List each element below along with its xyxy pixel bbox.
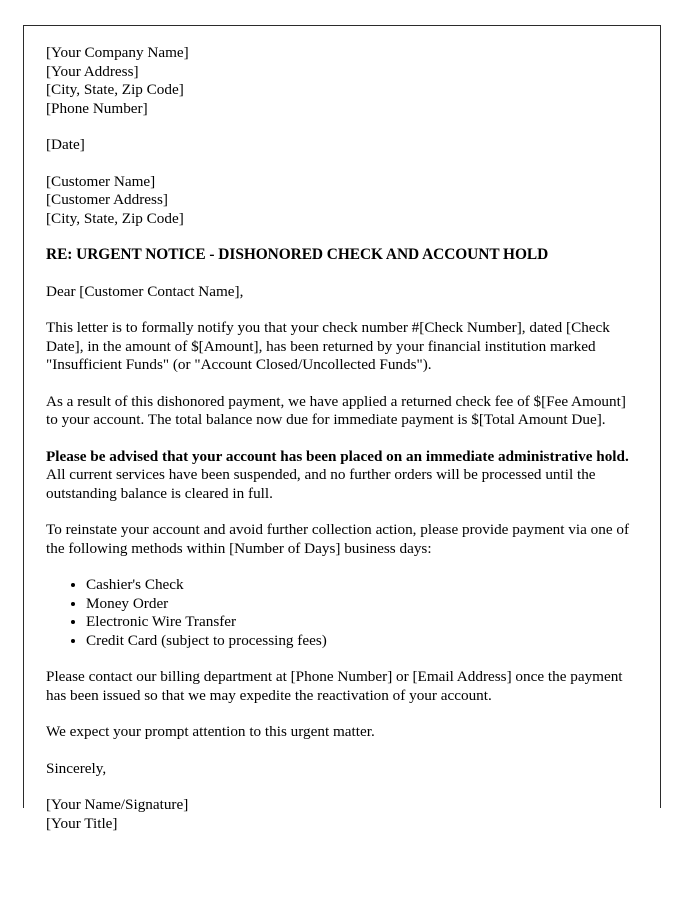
list-item: • Money Order <box>86 595 630 614</box>
list-item: • Cashier's Check <box>86 576 630 595</box>
letter-body <box>46 44 630 833</box>
sender-company-name: [Your Company Name] <box>46 44 189 61</box>
sender-phone-number: [Phone Number] <box>46 99 148 117</box>
closing-salutation: Sincerely, <box>46 759 107 777</box>
signature-title: [Your Title] <box>46 814 118 832</box>
paragraph-dishonored-check: This letter is to formally notify you that your check number #[Check Number], dated [Check Date], in the amount of $[Amount], has been returned by your financial institution marked "Insufficient Funds" (or "Account Closed/Uncollected Funds"). <box>46 319 610 373</box>
paragraph-prompt-attention: We expect your prompt attention to this urgent matter. <box>46 723 375 740</box>
paragraph-billing-contact: Please contact our billing department at [Phone Number] or [Email Address] once the payment has been issued so that we may expedite the reactivation of your account. <box>46 668 623 704</box>
sender-address-block <box>46 44 630 118</box>
payment-methods-list <box>46 576 630 650</box>
account-hold-bold-text: Please be advised that your account has been placed on an immediate administrative hold. <box>46 447 629 465</box>
list-item: • Electronic Wire Transfer <box>86 613 630 632</box>
recipient-city-state-zip: [City, State, Zip Code] <box>46 209 184 227</box>
subject-line: RE: URGENT NOTICE - DISHONORED CHECK AND ACCOUNT HOLD <box>46 246 549 263</box>
recipient-street-address: [Customer Address] <box>46 191 168 208</box>
list-item: • Credit Card (subject to processing fees) <box>86 632 630 651</box>
letter-date: [Date] <box>46 136 85 153</box>
account-hold-rest-text: All current services have been suspended, and no further orders will be processed until the outstanding balance is cleared in full. <box>46 466 596 502</box>
sender-city-state-zip: [City, State, Zip Code] <box>46 81 184 98</box>
paragraph-reinstatement-instructions: To reinstate your account and avoid further collection action, please provide payment via one of the following methods within [Number of Days] business days: <box>46 521 630 557</box>
signature-name: [Your Name/Signature] <box>46 796 189 813</box>
document-page <box>23 25 661 832</box>
paragraph-account-hold <box>46 448 630 504</box>
recipient-address-block <box>46 173 630 229</box>
recipient-name: [Customer Name] <box>46 172 156 190</box>
sender-street-address: [Your Address] <box>46 62 139 80</box>
signature-block <box>46 796 630 833</box>
paragraph-returned-check-fee: As a result of this dishonored payment, we have applied a returned check fee of $[Fee Amount] to your account. The total balance now due for immediate payment is $[Total Amount Due]. <box>46 392 626 428</box>
salutation: Dear [Customer Contact Name], <box>46 282 244 300</box>
